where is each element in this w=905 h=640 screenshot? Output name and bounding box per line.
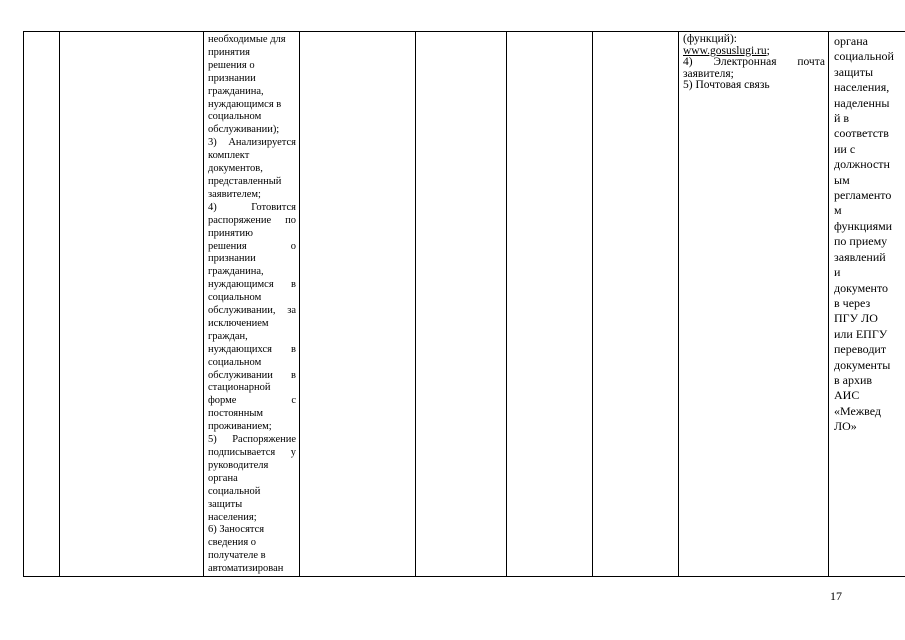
- procedure-text: [204, 32, 299, 576]
- responsible-line: должностн: [834, 157, 890, 172]
- procedure-line: необходимые для: [208, 34, 286, 45]
- procedure-line: руководителя: [208, 459, 269, 471]
- procedure-line: получателе в: [208, 550, 266, 562]
- responsible-line: или ЕПГУ: [834, 326, 888, 341]
- responsible-line: соответств: [834, 126, 889, 141]
- procedure-line: 5) Распоряжение: [208, 434, 296, 446]
- procedure-line: принятия: [208, 46, 250, 58]
- table-cell-7: [593, 32, 679, 577]
- responsible-line: регламенто: [834, 188, 892, 203]
- responsible-line: социальной: [834, 49, 894, 64]
- responsible-text: [829, 32, 905, 435]
- responsible-line: переводит: [834, 342, 887, 357]
- procedure-line: проживанием;: [208, 421, 272, 433]
- procedure-line: постоянным: [208, 408, 264, 420]
- procedure-line: социальном: [208, 356, 262, 368]
- channels-item-4-word2: почта: [797, 56, 825, 69]
- procedure-line: нуждающихся в: [208, 343, 296, 355]
- table-cell-procedure: [204, 32, 300, 577]
- procedure-line: обслуживании);: [208, 124, 280, 136]
- procedure-line: признании: [208, 253, 256, 265]
- responsible-line: м: [834, 203, 842, 218]
- table-row: [24, 32, 905, 577]
- responsible-line: в через: [834, 295, 871, 310]
- procedure-line: комплект: [208, 150, 250, 162]
- responsible-line: ПГУ ЛО: [834, 311, 878, 326]
- responsible-line: органа: [834, 34, 868, 48]
- page-number: 17: [830, 589, 842, 603]
- procedure-line: представленный: [208, 175, 282, 187]
- procedure-line: нуждающимся в: [208, 279, 296, 291]
- procedure-line: гражданина,: [208, 85, 264, 97]
- responsible-line: заявлений: [834, 249, 886, 264]
- responsible-line: «Межвед: [834, 403, 881, 418]
- procedure-line: органа: [208, 472, 238, 484]
- channels-item-5: 5) Почтовая связь: [683, 79, 770, 92]
- gosuslugi-suffix: ;: [766, 44, 770, 57]
- channels-item-4-cont: заявителя;: [683, 67, 734, 80]
- procedure-line: решения о: [208, 59, 255, 71]
- procedure-line: 4) Готовится: [208, 201, 296, 213]
- procedure-line: сведения о: [208, 537, 257, 549]
- procedure-line: исключением: [208, 317, 269, 329]
- responsible-line: функциями: [834, 218, 893, 233]
- procedure-line: социальном: [208, 292, 262, 304]
- table-cell-channels: [679, 32, 829, 577]
- procedure-line: решения о: [208, 240, 296, 252]
- channels-item-4-num: 4): [683, 56, 693, 69]
- responsible-line: ии с: [834, 141, 856, 156]
- channels-text: [679, 32, 828, 92]
- procedure-line: автоматизирован: [208, 563, 284, 575]
- responsible-line: и: [834, 265, 841, 280]
- responsible-line: документы: [834, 357, 891, 372]
- table-cell-4: [300, 32, 416, 577]
- responsible-line: документо: [834, 280, 889, 295]
- procedure-line: гражданина,: [208, 266, 264, 278]
- procedure-line: граждан,: [208, 330, 248, 342]
- responsible-line: й в: [834, 111, 850, 126]
- procedure-line: принятию: [208, 227, 253, 239]
- procedure-line: стационарной: [208, 382, 271, 394]
- procedure-line: обслуживании, за: [208, 305, 296, 317]
- procedure-line: нуждающимся в: [208, 98, 282, 110]
- channels-item-4-word1: Электронная: [713, 56, 777, 69]
- procedure-line: социальной: [208, 485, 261, 497]
- table-cell-2: [60, 32, 204, 577]
- responsible-line: наделенны: [834, 95, 890, 110]
- procedure-line: обслуживании в: [208, 369, 296, 381]
- channels-line-1: (функций):: [683, 33, 737, 45]
- document-table: [23, 31, 905, 577]
- procedure-line: населения;: [208, 511, 257, 523]
- procedure-line: документов,: [208, 163, 263, 175]
- procedure-line: 6) Заносятся: [208, 524, 265, 536]
- table-cell-1: [24, 32, 60, 577]
- responsible-line: по приему: [834, 234, 888, 249]
- procedure-line: распоряжение по: [208, 214, 296, 226]
- procedure-line: 3) Анализируется: [208, 137, 296, 149]
- table-cell-5: [416, 32, 507, 577]
- procedure-line: форме с: [208, 395, 296, 407]
- responsible-line: ым: [834, 172, 850, 187]
- table-cell-6: [507, 32, 593, 577]
- procedure-line: защиты: [208, 498, 243, 510]
- responsible-line: АИС: [834, 388, 860, 403]
- procedure-line: социальном: [208, 111, 262, 123]
- responsible-line: ЛО»: [834, 419, 857, 434]
- procedure-line: заявителем;: [208, 188, 261, 200]
- responsible-line: населения,: [834, 80, 890, 95]
- table-cell-responsible: [829, 32, 905, 577]
- procedure-line: подписывается у: [208, 447, 296, 458]
- responsible-line: в архив: [834, 372, 873, 387]
- procedure-line: признании: [208, 72, 256, 84]
- gosuslugi-link[interactable]: www.gosuslugi.ru: [683, 44, 767, 57]
- responsible-line: защиты: [834, 64, 874, 79]
